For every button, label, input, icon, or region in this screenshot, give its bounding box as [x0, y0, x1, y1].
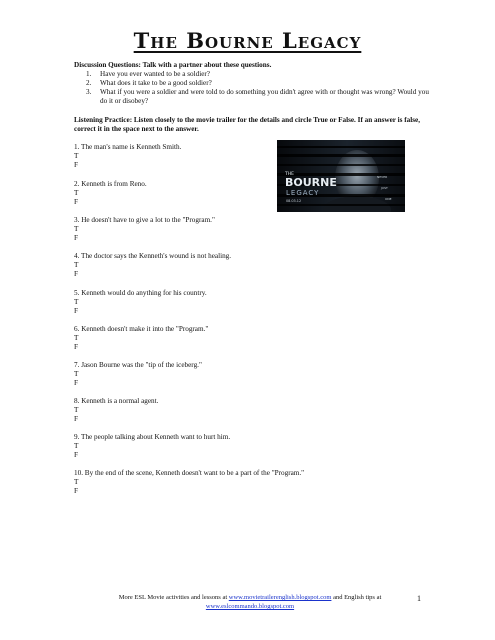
question-item: [74, 252, 404, 279]
poster-artwork: [277, 140, 405, 212]
discussion-item-number: 3.: [86, 88, 92, 96]
false-option[interactable]: F: [74, 487, 78, 495]
question-text: 4. The doctor says the Kenneth's wound is not healing.: [74, 252, 232, 260]
true-option[interactable]: T: [74, 261, 79, 269]
question-text: 10. By the end of the scene, Kenneth doesn't want to be a part of the "Program.": [74, 469, 305, 477]
true-option[interactable]: T: [74, 406, 79, 414]
question-item: [74, 469, 404, 496]
false-option[interactable]: F: [74, 198, 78, 206]
discussion-item-number: 2.: [86, 79, 92, 87]
true-option[interactable]: T: [74, 334, 79, 342]
false-option[interactable]: F: [74, 270, 78, 278]
discussion-item: [74, 70, 434, 79]
question-text: 2. Kenneth is from Reno.: [74, 180, 147, 188]
true-option[interactable]: T: [74, 152, 79, 160]
question-text: 3. He doesn't have to give a lot to the "Program.": [74, 216, 215, 224]
false-option[interactable]: F: [74, 307, 78, 315]
poster-title-the: THE: [285, 172, 294, 177]
true-option[interactable]: T: [74, 478, 79, 486]
false-option[interactable]: F: [74, 161, 78, 169]
question-text: 9. The people talking about Kenneth want to hurt him.: [74, 433, 231, 441]
true-option[interactable]: T: [74, 370, 79, 378]
question-item: [74, 397, 404, 424]
discussion-heading: Discussion Questions: Talk with a partner about these questions.: [74, 61, 272, 69]
discussion-item: [74, 79, 434, 88]
page-title: The Bourne Legacy: [133, 28, 362, 53]
poster-title-bourne: BOURNE: [285, 176, 337, 189]
footer-text-middle: and English tips at: [331, 594, 382, 601]
discussion-item-number: 1.: [86, 70, 92, 78]
footer-link-eslcommando[interactable]: www.eslcommando.blogspot.com: [205, 603, 295, 610]
movie-poster-image: [277, 140, 405, 212]
poster-date: 08.03.12: [286, 199, 302, 203]
true-option[interactable]: T: [74, 298, 79, 306]
true-option[interactable]: T: [74, 189, 79, 197]
discussion-item-text: What does it take to be a good soldier?: [100, 79, 212, 87]
discussion-item-text: Have you ever wanted to be a soldier?: [100, 70, 210, 78]
question-text: 5. Kenneth would do anything for his country.: [74, 289, 207, 297]
page-number: 1: [417, 594, 421, 603]
question-text: 6. Kenneth doesn't make it into the "Program.": [74, 325, 209, 333]
true-option[interactable]: T: [74, 225, 79, 233]
true-option[interactable]: T: [74, 442, 79, 450]
question-item: [74, 433, 404, 460]
question-item: [74, 361, 404, 388]
question-text: 1. The man's name is Kenneth Smith.: [74, 143, 182, 151]
poster-title-legacy: LEGACY: [286, 189, 320, 197]
question-text: 8. Kenneth is a normal agent.: [74, 397, 159, 405]
question-item: [74, 216, 404, 243]
false-option[interactable]: F: [74, 451, 78, 459]
false-option[interactable]: F: [74, 234, 78, 242]
page-footer: [70, 593, 430, 611]
poster-tagline-word: JUST: [381, 186, 388, 190]
question-text: 7. Jason Bourne was the "tip of the iceberg.": [74, 361, 202, 369]
poster-tagline-word: NEVER: [377, 175, 388, 179]
question-item: [74, 289, 404, 316]
question-item: [74, 325, 404, 352]
false-option[interactable]: F: [74, 415, 78, 423]
discussion-section: [74, 61, 434, 106]
listening-instructions: Listening Practice: Listen closely to the movie trailer for the details and circle True or False. If an answer is false, correct it in the space next to the answer.: [74, 116, 421, 133]
discussion-item: [74, 88, 434, 106]
discussion-item-text: What if you were a soldier and were told to do something you didn't agree with or thought was wrong? Would you do it or disobey?: [100, 88, 429, 105]
footer-text: More ESL Movie activities and lessons at: [118, 594, 229, 601]
false-option[interactable]: F: [74, 379, 78, 387]
footer-link-movietrailerenglish[interactable]: www.movietrailerenglish.blogspot.com: [228, 594, 332, 601]
false-option[interactable]: F: [74, 343, 78, 351]
poster-tagline-word: ONE: [385, 197, 392, 201]
